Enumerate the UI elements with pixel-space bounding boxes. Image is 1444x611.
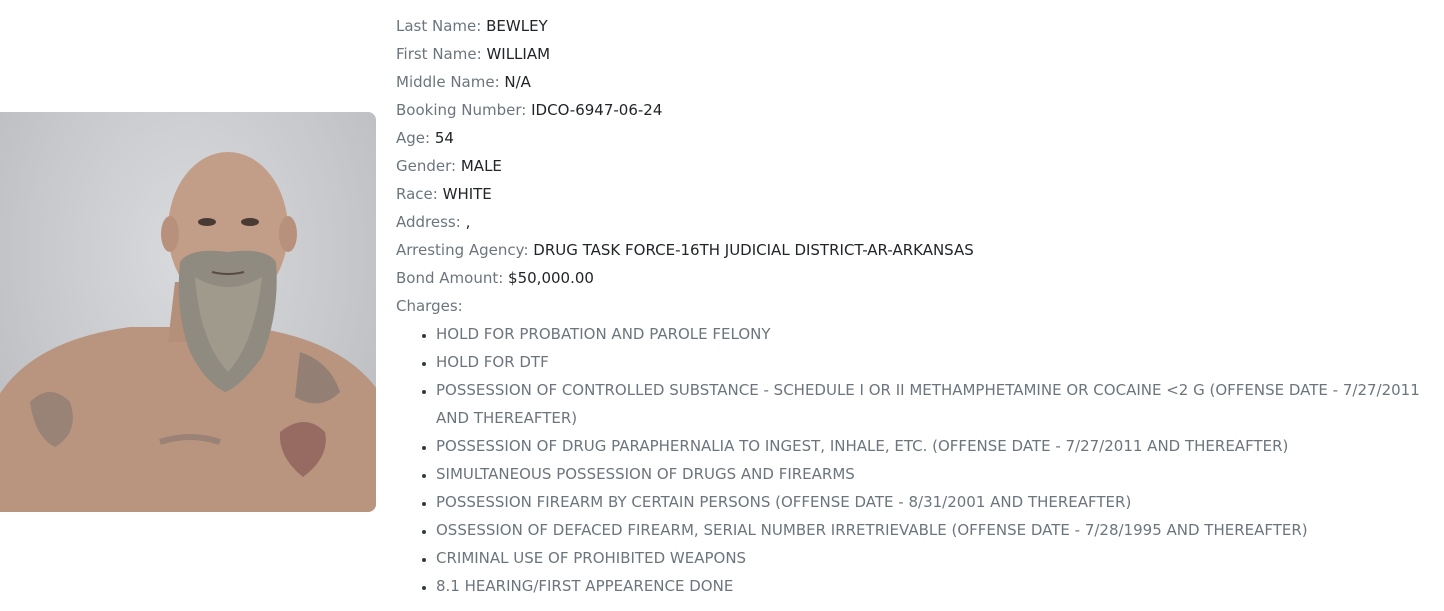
charge-item: • SIMULTANEOUS POSSESSION OF DRUGS AND FIREARMS xyxy=(436,460,1444,488)
field-value: WHITE xyxy=(442,185,492,203)
field-label: Last Name: xyxy=(396,17,482,35)
field-value: $50,000.00 xyxy=(508,269,594,287)
charge-item: • HOLD FOR DTF xyxy=(436,348,1444,376)
field-booking-number xyxy=(396,96,1444,124)
field-age xyxy=(396,124,1444,152)
field-value: , xyxy=(465,213,471,231)
field-label: Arresting Agency: xyxy=(396,241,529,259)
charge-item: • POSSESSION OF DRUG PARAPHERNALIA TO INGEST, INHALE, ETC. (OFFENSE DATE - 7/27/2011 AND THEREAFTER) xyxy=(436,432,1444,460)
charges-label: Charges: xyxy=(396,297,463,315)
field-label: First Name: xyxy=(396,45,482,63)
field-label: Gender: xyxy=(396,157,457,175)
field-last-name xyxy=(396,12,1444,40)
field-value: 54 xyxy=(434,129,454,147)
field-race xyxy=(396,180,1444,208)
field-gender xyxy=(396,152,1444,180)
field-label: Race: xyxy=(396,185,438,203)
field-arresting-agency xyxy=(396,236,1444,264)
charge-item: • CRIMINAL USE OF PROHIBITED WEAPONS xyxy=(436,544,1444,572)
charge-item: • POSSESSION OF CONTROLLED SUBSTANCE - SCHEDULE I OR II METHAMPHETAMINE OR COCAINE <2 G (OFFENSE DATE - 7/27/2011 AND THEREAFTER) xyxy=(436,376,1444,432)
charges-list xyxy=(396,320,1444,600)
charges-heading xyxy=(396,292,1444,320)
field-label: Age: xyxy=(396,129,431,147)
field-middle-name xyxy=(396,68,1444,96)
portrait-image xyxy=(0,112,376,512)
field-label: Bond Amount: xyxy=(396,269,504,287)
field-bond-amount xyxy=(396,264,1444,292)
inmate-details xyxy=(396,12,1444,600)
field-value: BEWLEY xyxy=(486,17,548,35)
field-value: IDCO-6947-06-24 xyxy=(531,101,663,119)
field-value: N/A xyxy=(504,73,531,91)
charge-item: • OSSESSION OF DEFACED FIREARM, SERIAL NUMBER IRRETRIEVABLE (OFFENSE DATE - 7/28/1995 AND THEREAFTER) xyxy=(436,516,1444,544)
field-address xyxy=(396,208,1444,236)
field-value: MALE xyxy=(460,157,502,175)
field-value: WILLIAM xyxy=(486,45,551,63)
field-label: Booking Number: xyxy=(396,101,527,119)
booking-photo xyxy=(0,112,376,512)
field-value: DRUG TASK FORCE-16TH JUDICIAL DISTRICT-AR-ARKANSAS xyxy=(533,241,974,259)
charge-item: • POSSESSION FIREARM BY CERTAIN PERSONS (OFFENSE DATE - 8/31/2001 AND THEREAFTER) xyxy=(436,488,1444,516)
field-label: Address: xyxy=(396,213,461,231)
field-first-name xyxy=(396,40,1444,68)
charge-item: • HOLD FOR PROBATION AND PAROLE FELONY xyxy=(436,320,1444,348)
field-label: Middle Name: xyxy=(396,73,500,91)
charge-item: • 8.1 HEARING/FIRST APPEARENCE DONE xyxy=(436,572,1444,600)
